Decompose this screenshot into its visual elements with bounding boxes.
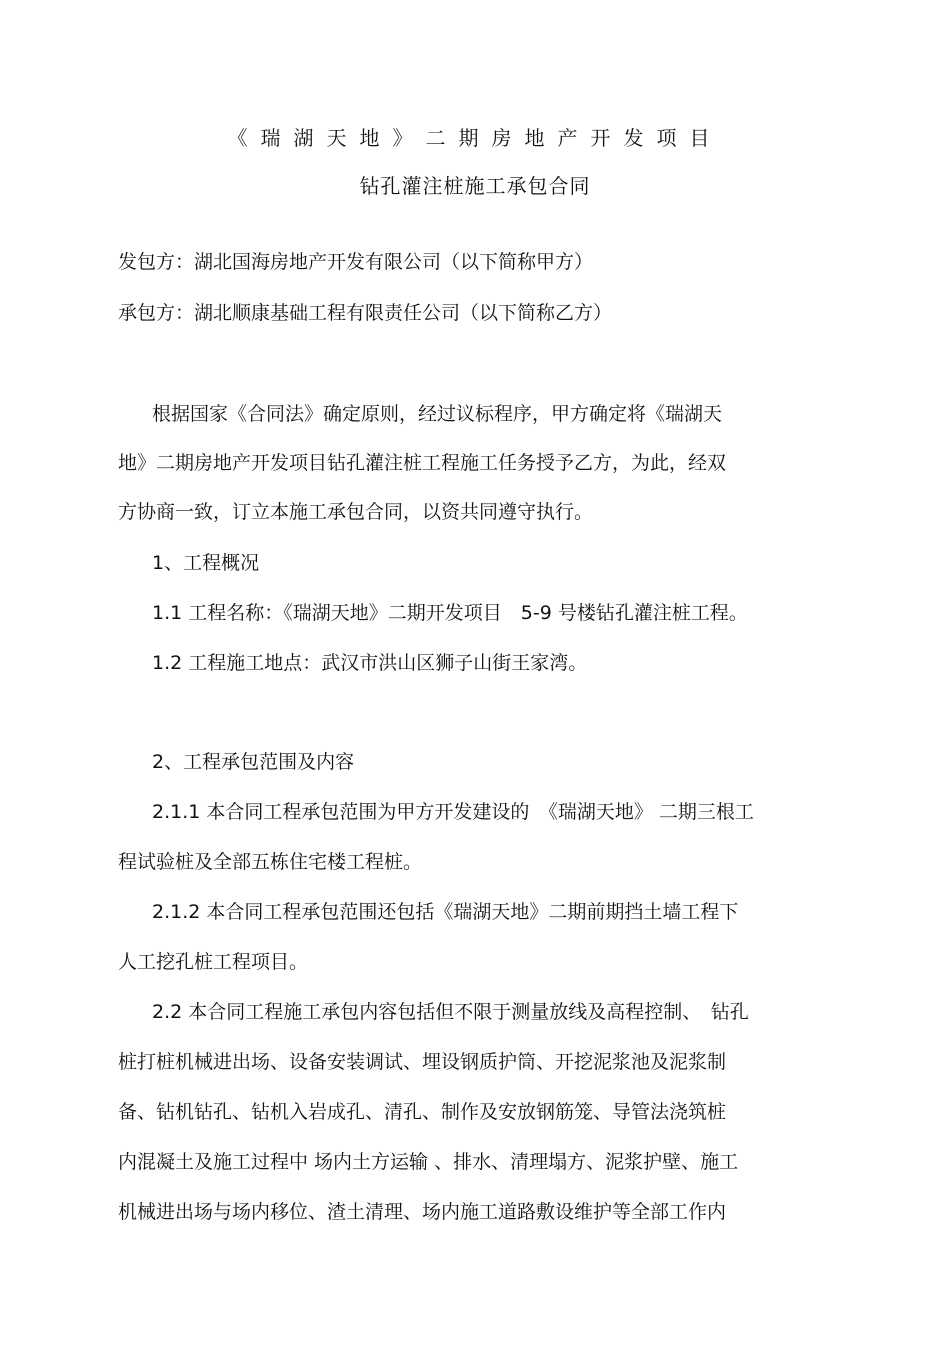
preamble-line: 根据国家《合同法》确定原则，经过议标程序，甲方确定将《瑞湖天	[152, 403, 723, 425]
contract-title: 钻孔灌注桩施工承包合同	[359, 174, 591, 198]
clause-2-2-line: 备、钻机钻孔、钻机入岩成孔、清孔、制作及安放钢筋笼、导管法浇筑桩	[118, 1101, 727, 1123]
clause-2-2-line: 内混凝土及施工过程中 场内土方运输 、排水、清理塌方、泥浆护壁、施工	[118, 1151, 739, 1173]
section-2-heading: 2、工程承包范围及内容	[152, 751, 355, 773]
clause-2-2-line: 2.2 本合同工程施工承包内容包括但不限于测量放线及高程控制、 钻孔	[152, 1001, 749, 1023]
employer-party: 发包方：湖北国海房地产开发有限公司（以下简称甲方）	[118, 251, 594, 273]
contractor-party: 承包方：湖北顺康基础工程有限责任公司（以下简称乙方）	[118, 302, 613, 324]
preamble-line: 方协商一致，订立本施工承包合同，以资共同遵守执行。	[118, 501, 594, 523]
clause-2-2-line: 机械进出场与场内移位、渣土清理、场内施工道路敷设维护等全部工作内	[118, 1201, 727, 1223]
clause-2-2-line: 桩打桩机械进出场、设备安装调试、埋设钢质护筒、开挖泥浆池及泥浆制	[118, 1051, 727, 1073]
clause-2-1-1-line: 程试验桩及全部五栋住宅楼工程桩。	[118, 851, 423, 873]
clause-2-1-2-line: 人工挖孔桩工程项目。	[118, 951, 309, 973]
clause-1-2: 1.2 工程施工地点：武汉市洪山区狮子山街王家湾。	[152, 652, 588, 674]
project-title: 《瑞湖天地》二期房地产开发项目	[227, 126, 723, 150]
clause-1-1: 1.1 工程名称：《瑞湖天地》二期开发项目 5-9 号楼钻孔灌注桩工程。	[152, 602, 748, 624]
preamble-line: 地》二期房地产开发项目钻孔灌注桩工程施工任务授予乙方，为此，经双	[118, 452, 727, 474]
clause-2-1-1-line: 2.1.1 本合同工程承包范围为甲方开发建设的 《瑞湖天地》 二期三根工	[152, 801, 754, 823]
clause-2-1-2-line: 2.1.2 本合同工程承包范围还包括《瑞湖天地》二期前期挡土墙工程下	[152, 901, 739, 923]
section-1-heading: 1、工程概况	[152, 552, 260, 574]
